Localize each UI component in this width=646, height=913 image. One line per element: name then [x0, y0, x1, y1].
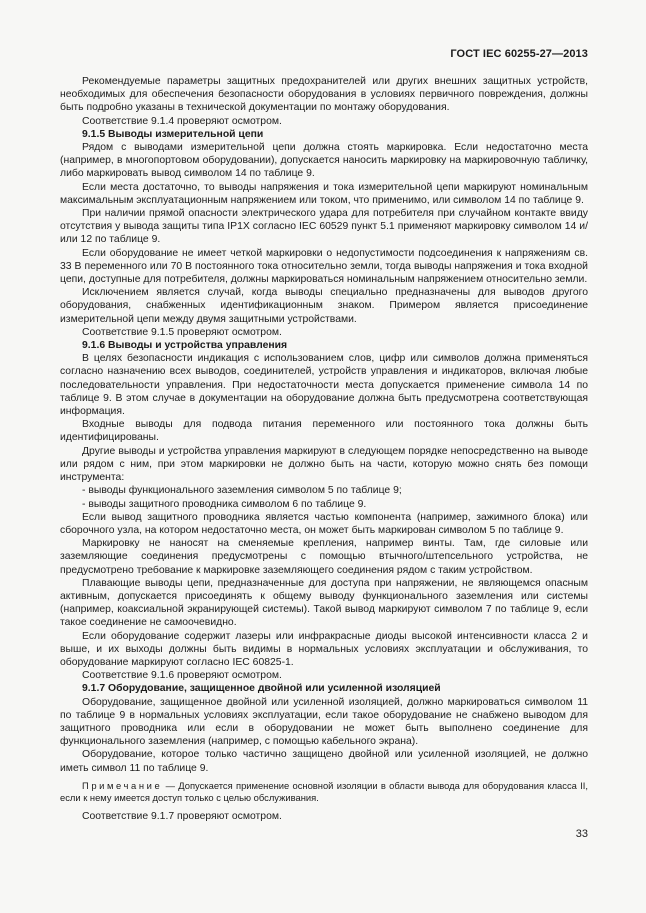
- list-item: - выводы функционального заземления символом 5 по таблице 9;: [82, 485, 402, 497]
- section-heading: 9.1.7 Оборудование, защищенное двойной или усиленной изоляцией: [82, 683, 441, 695]
- document-body: [60, 75, 588, 823]
- paragraph: Плавающие выводы цепи, предназначенные для доступа при напряжении, не являющемся опасным активным, допускается присоединять к общему выводу функционального заземления или системы (например, коаксиальной экранирующей системы). Такой вывод маркируют символом 7 по таблице 9, если такое соединение не самоочевидно.: [60, 577, 588, 629]
- paragraph: При наличии прямой опасности электрического удара для потребителя при случайном контакте ввиду отсутствия у вывода защиты типа IP1X согласно IEC 60529 пункт 5.1 применяют маркировку символом 14 и/или 12 по таблице 9.: [60, 208, 588, 246]
- note-label: Примечание: [82, 779, 163, 791]
- paragraph: Если вывод защитного проводника является частью компонента (например, зажимного блока) или сборочного узла, на котором недостаточно места, он может быть маркирован символом 5 по таблице 9.: [60, 511, 588, 536]
- paragraph: Входные выводы для подвода питания переменного или постоянного тока должны быть идентифицированы.: [60, 419, 588, 444]
- paragraph: Другие выводы и устройства управления маркируют в следующем порядке непосредственно на выводе или рядом с ним, при этом маркировки не должно быть на части, которую можно снять без помощи инструмента:: [60, 445, 588, 484]
- section-heading: 9.1.6 Выводы и устройства управления: [82, 340, 288, 352]
- paragraph: Если оборудование содержит лазеры или инфракрасные диоды высокой интенсивности класса 2 и выше, и их выходы должны быть видимы в нормальных условиях эксплуатации и обслуживания, то оборудование маркируют согласно IEC 60825-1.: [60, 630, 588, 668]
- paragraph: Рядом с выводами измерительной цепи должна стоять маркировка. Если недостаточно места (например, в многопортовом оборудовании), допускается наносить маркировку на маркировочную табличку, либо маркировать вывод символом 14 по таблице 9.: [60, 142, 588, 180]
- note-text: — Допускается применение основной изоляции в области вывода для оборудования класса II, если к нему имеется доступ только с целью обслуживания.: [60, 779, 588, 804]
- paragraph: Оборудование, которое только частично защищено двойной или усиленной изоляцией, не должно иметь символ 11 по таблице 9.: [60, 749, 588, 774]
- page-header: ГОСТ IEC 60255-27—2013: [450, 48, 588, 60]
- paragraph: В целях безопасности индикация с использованием слов, цифр или символов должна применяться согласно назначению всех выводов, соединителей, устройств управления и индикаторов, включая любые последовательности управления. При недостаточности места допускается применение символа 14 по таблице 9. В этом случае в документации на оборудование должна быть предусмотрена соответствующая информация.: [60, 353, 588, 418]
- paragraph: Если места достаточно, то выводы напряжения и тока измерительной цепи маркируют номинальным максимальным эксплуатационным напряжением или током, что применимо, или символом 14 по таблице 9.: [60, 181, 588, 206]
- paragraph: Оборудование, защищенное двойной или усиленной изоляцией, должно маркироваться символом 11 по таблице 9 в нормальных условиях эксплуатации, если такое оборудование не снабжено выводом для защитного проводника или если в оборудовании не может быть выполнено соединение для функционального заземления (например, с помощью кабельного экрана).: [60, 696, 588, 748]
- note: [60, 780, 588, 805]
- paragraph: Соответствие 9.1.4 проверяют осмотром.: [82, 115, 282, 127]
- paragraph: Рекомендуемые параметры защитных предохранителей или других внешних защитных устройств, необходимых для обеспечения безопасности оборудования в условиях первичного повреждения, должны быть подробно указаны в технической документации по монтажу оборудования.: [60, 76, 588, 114]
- paragraph: Исключением является случай, когда выводы специально предназначены для выводов другого оборудования, снабженных идентификационным знаком. Примером является присоединение измерительной цепи между двумя защитными устройствами.: [60, 287, 588, 325]
- list-item: - выводы защитного проводника символом 6 по таблице 9.: [82, 498, 367, 510]
- paragraph: Если оборудование не имеет четкой маркировки о недопустимости подсоединения к напряжениям св. 33 В переменного или 70 В постоянного тока относительно земли, тогда выводы напряжения и тока входной цепи, доступные для потребителя, должны маркироваться номинальным напряжением относительно земли.: [60, 247, 588, 286]
- paragraph: Маркировку не наносят на сменяемые крепления, например винты. Там, где силовые или заземляющие соединения предусмотрены с помощью втычного/штепсельного устройства, не предусмотрено требование к маркировке заземляющего соединения рядом с таким устройством.: [60, 538, 588, 576]
- paragraph: Соответствие 9.1.6 проверяют осмотром.: [82, 670, 282, 682]
- paragraph: Соответствие 9.1.5 проверяют осмотром.: [82, 326, 282, 338]
- section-heading: 9.1.5 Выводы измерительной цепи: [82, 128, 264, 140]
- page-number: 33: [575, 828, 588, 840]
- paragraph: Соответствие 9.1.7 проверяют осмотром.: [82, 810, 282, 822]
